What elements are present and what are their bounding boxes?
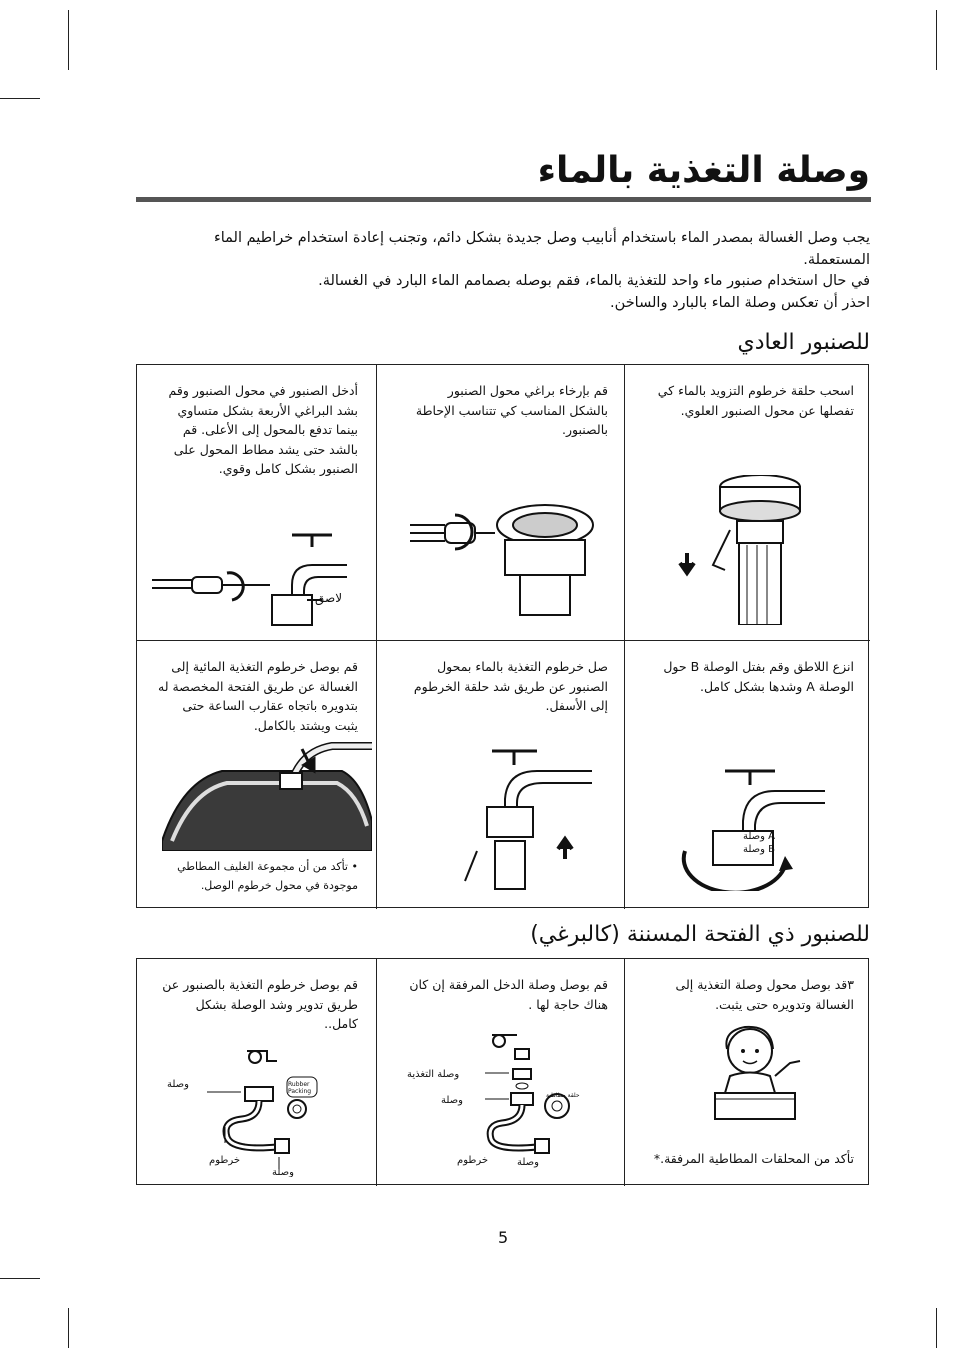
crop-mark [0,98,40,99]
threaded-tap-steps-grid [136,958,869,1185]
page-title: وصلة التغذية بالماء [537,150,870,191]
note-line: موجودة في محول خرطوم الوصل. [200,879,358,892]
inlet-joint-illustration [407,1031,607,1171]
step-cell [137,365,376,640]
step-text: ٣قد بوصل محول وصلة التغذية إلى الغسالة وتدويره حتى يثبت. [675,977,854,1012]
step3-note: تأكد من المحلقات المطاطية المرفقة.* [653,1151,854,1166]
intro-line: احذر أن تعكس وصلة الماء بالبارد والساخن. [610,294,870,311]
step-cell [137,640,376,909]
screw-adapter-illustration [405,485,605,625]
title-rule [136,197,871,202]
step-text: قم بإرخاء براغي محول الصنبور بالشكل المناسب كي تتناسب الإحاطة بالصنبور. [415,383,608,437]
step-label-tape: لاصق [315,591,343,605]
crop-mark [936,1308,937,1348]
step-cell [624,640,870,909]
section-heading-normal-tap: للصنبور العادي [737,330,870,355]
section-heading-threaded-tap: للصنبور ذي الفتحة المسننة (كالبرغي) [530,922,870,947]
label-packing: Packing [288,1088,312,1095]
intro-text [160,228,870,314]
step-text: قم بوصل خرطوم التغذية المائية إلى الغسالة عن طريق الفتحة المخصصة له بتدويره باتجاه عقارب الساعة حتى يثبت ويشتد بالكامل. [158,659,358,733]
label-joint: وصلة [441,1095,463,1106]
step-cell [376,959,624,1186]
label-rubber-ring: حلقة مطاطية [546,1092,580,1099]
girl-washer-illustration [705,1021,815,1121]
label-text-b [743,841,783,855]
crop-mark [0,1278,40,1279]
joint-rotation-illustration [655,751,835,891]
note-text: تأكد من أن مجموعة الغليف المطاطي [177,860,348,873]
adapter-illustration [665,475,825,625]
label-feed-joint: وصلة التغذية [407,1069,460,1080]
step-cell [137,959,376,1186]
tap-adapter-illustration [152,525,362,635]
step-text: انزع اللاطق وقم بفتل الوصلة B حول الوصلة A وشدها بشكل كامل. [663,659,854,694]
label-joint2: وصلة [517,1157,539,1168]
crop-mark [936,10,937,70]
label-text-a [743,828,783,842]
step-cell [624,365,870,640]
label-joint2: وصلة [272,1167,294,1177]
crop-mark [68,1308,69,1348]
crop-mark [68,10,69,70]
step-text: صل خرطوم التغذية بالماء بمحول الصنبور عن طريق شد حلقة الخرطوم إلى الأسفل. [413,659,608,713]
threaded-hose-illustration [167,1047,367,1177]
intro-line: المستعملة. [803,251,870,268]
intro-line: في حال استخدام صنبور ماء واحد للتغذية بالماء، فقم بوصله بصمامم الماء البارد في الغسالة. [318,273,870,289]
normal-tap-steps-grid [136,364,869,908]
label-hose: خرطوم [209,1155,241,1166]
joint-b-label: وصلة B [743,844,776,855]
label-rubber: Rubber [288,1081,310,1088]
label-joint: وصلة [167,1079,189,1090]
step-cell [624,959,870,1186]
step-text: اسحب حلقة خرطوم التزويد بالماء كي تفصلها عن محول الصنبور العلوي. [657,383,854,418]
step6-note [158,857,358,895]
step-text: أدخل الصنبور في محول الصنبور وقم بشد البراغي الأربعة بشكل متساوي بينما تدفع بالمحول إلى الأعلى. قم بالشد حتى يشد مطاط المحول على الصنبور بشكل كامل وقوي. [168,383,358,476]
label-hose: خرطوم [457,1155,489,1166]
joint-a-label: وصلة A [743,831,776,842]
note-line: • تأكد من أن مجموعة الغليف المطاطي [177,860,358,873]
step-text: قم بوصل وصلة الدخل المرفقة إن كان هناك حاجة لها . [409,977,608,1012]
step-cell [376,640,624,909]
page-number: 5 [498,1228,509,1247]
step-text: قم بوصل خرطوم التغذية بالصنبور عن طريق تدوير وشد الوصلة بشكل كامل.. [162,977,358,1031]
step-cell [376,365,624,640]
hose-to-adapter-illustration [437,741,597,891]
hose-to-washer-illustration [162,741,372,851]
intro-line: يجب وصل الغسالة بمصدر الماء باستخدام أنابيب وصل جديدة بشكل دائم، وتجنب إعادة استخدام خراطيم الماء [213,230,870,246]
